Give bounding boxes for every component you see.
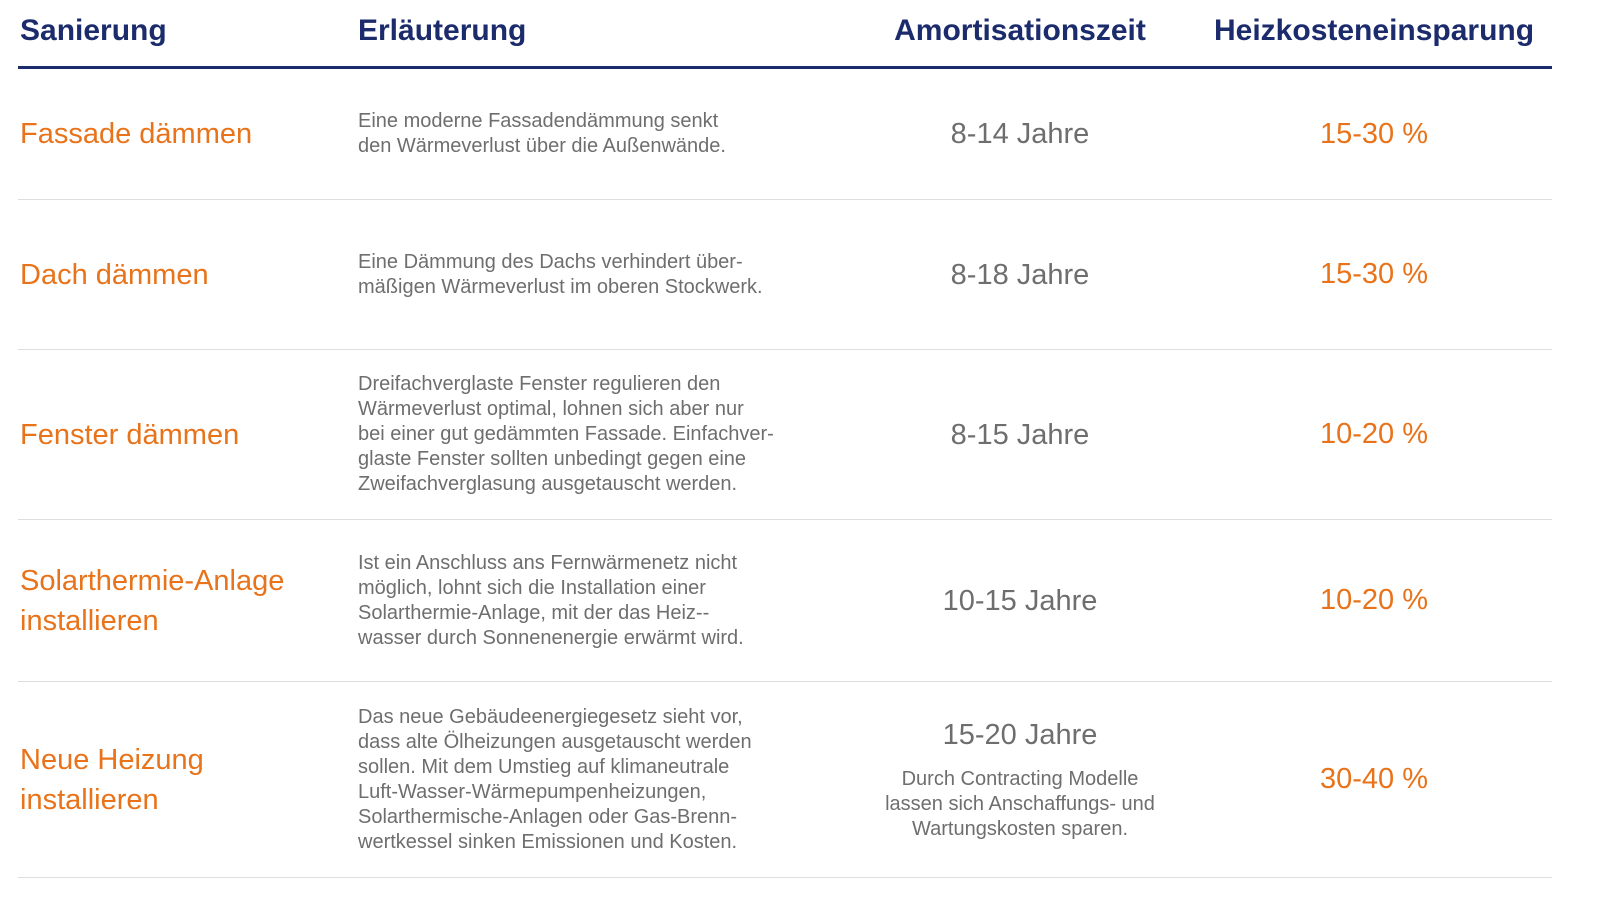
row-erlaeuterung: Eine Dämmung des Dachs verhindert über- mäßigen Wärmeverlust im oberen Stockwerk.	[358, 250, 763, 298]
row-sanierung: Fassade dämmen	[20, 118, 253, 150]
row-amortisationszeit	[870, 682, 1170, 877]
header-amortisationszeit: Amortisationszeit	[894, 14, 1146, 47]
amortisationszeit-value: 8-15 Jahre	[950, 418, 1090, 451]
row-amortisationszeit	[870, 69, 1170, 199]
header-erlaeuterung: Erläuterung	[358, 14, 527, 47]
table-row	[18, 69, 1552, 200]
header-heizkosteneinsparung: Heizkosteneinsparung	[1214, 14, 1535, 47]
row-erlaeuterung: Dreifachverglaste Fenster regulieren den Wärmeverlust optimal, lohnen sich aber nur bei einer gut gedämmten Fassade. Einfachver- glaste Fenster sollten unbedingt gegen eine Zweifachverglasung ausgetauscht werden.	[358, 373, 774, 495]
amortisationszeit-value: 10-15 Jahre	[942, 584, 1098, 617]
table-row	[18, 200, 1552, 350]
row-erlaeuterung: Das neue Gebäudeenergiegesetz sieht vor, dass alte Ölheizungen ausgetauscht werden sollen. Mit dem Umstieg auf klimaneutrale Luft-Wasser-Wärmepumpenheizungen, Solarthermische-Anlagen oder Gas-Brenn- wertkessel sinken Emissionen und Kosten.	[358, 705, 752, 853]
table-row	[18, 520, 1552, 682]
row-heizkosteneinsparung: 10-20 %	[1319, 418, 1428, 450]
row-heizkosteneinsparung: 30-40 %	[1319, 763, 1428, 795]
table-row	[18, 682, 1552, 878]
row-sanierung: Dach dämmen	[20, 258, 209, 291]
row-amortisationszeit	[870, 200, 1170, 349]
row-erlaeuterung: Eine moderne Fassadendämmung senkt den Wärmeverlust über die Außenwände.	[358, 110, 726, 157]
row-heizkosteneinsparung: 15-30 %	[1319, 258, 1428, 290]
table-row	[18, 350, 1552, 520]
row-heizkosteneinsparung: 10-20 %	[1319, 584, 1428, 616]
row-amortisationszeit	[870, 520, 1170, 681]
row-erlaeuterung: Ist ein Anschluss ans Fernwärmenetz nicht möglich, lohnt sich die Installation einer Solarthermie-Anlage, mit der das Heiz-- wasser durch Sonnenenergie erwärmt wird.	[358, 551, 744, 649]
amortisationszeit-value: 8-14 Jahre	[950, 118, 1090, 150]
row-sanierung: Solarthermie-Anlage installieren	[20, 564, 285, 637]
row-sanierung: Fenster dämmen	[20, 418, 240, 451]
amortisationszeit-value: 15-20 Jahre	[942, 719, 1098, 751]
table-header	[18, 0, 1552, 69]
amortisationszeit-value: 8-18 Jahre	[950, 258, 1090, 291]
row-sanierung: Neue Heizung installieren	[20, 743, 204, 816]
row-heizkosteneinsparung: 15-30 %	[1319, 117, 1428, 150]
amortisationszeit-note: Durch Contracting Modelle lassen sich Anschaffungs- und Wartungskosten sparen.	[885, 768, 1155, 840]
renovation-table	[18, 0, 1552, 878]
row-amortisationszeit	[870, 350, 1170, 519]
header-sanierung: Sanierung	[20, 14, 167, 47]
